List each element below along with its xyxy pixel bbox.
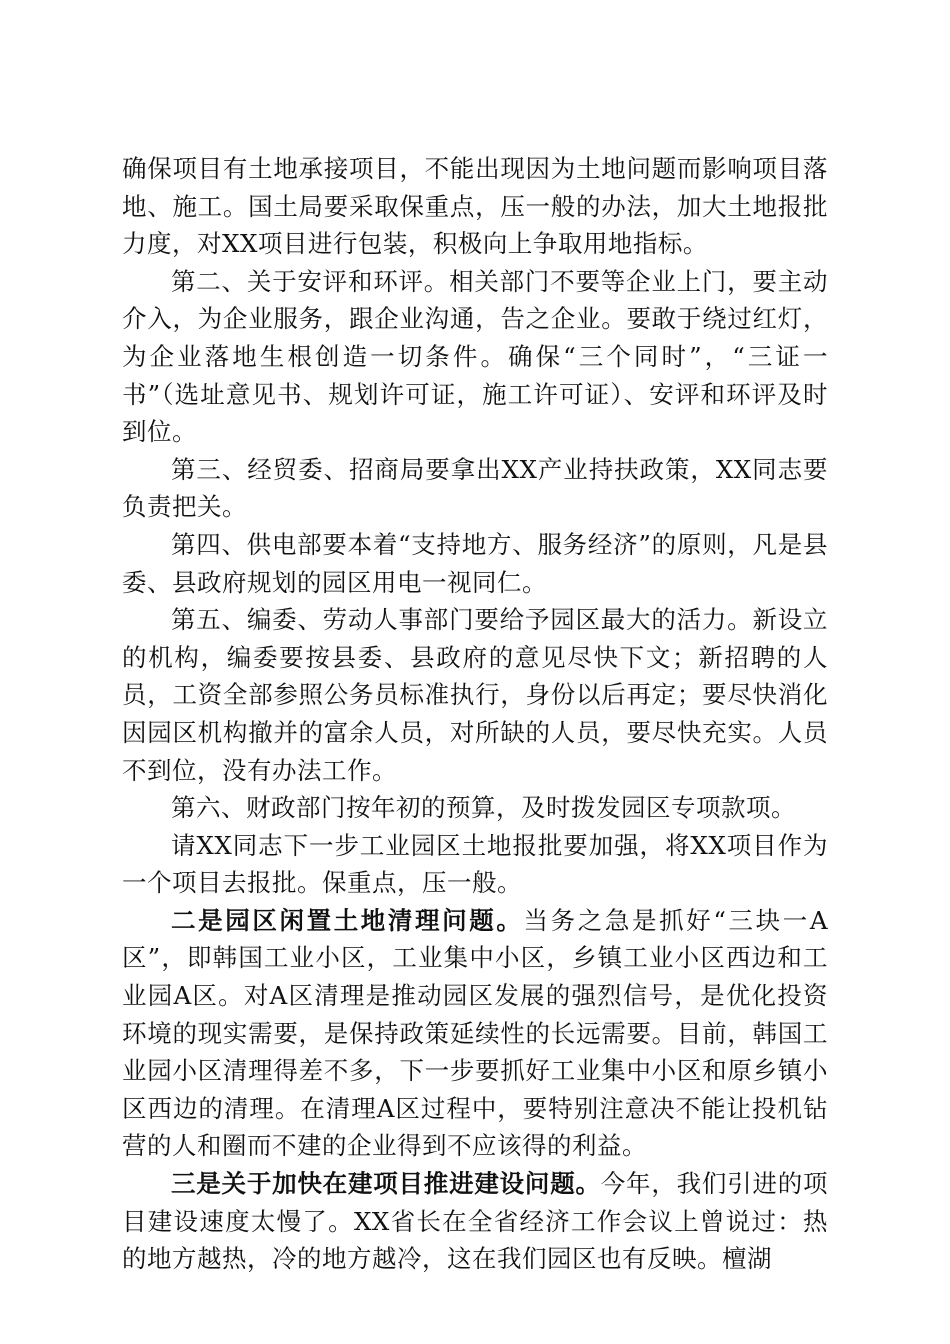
paragraph-power-supply: 第四、供电部要本着“支持地方、服务经济”的原则，凡是县委、县政府规划的园区用电一视同仁。 [122,529,828,597]
paragraph-lead-project-construction: 三是关于加快在建项目推进建设问题。 [171,1169,601,1199]
paragraph-land-report-request: 请XX同志下一步工业园区土地报批要加强，将XX项目作为一个项目去报批。保重点，压一般。 [122,830,828,898]
paragraph-industry-support-policy: 第三、经贸委、招商局要拿出XX产业持扶政策，XX同志要负责把关。 [122,454,828,522]
paragraph-body-idle-land: 当务之急是抓好“三块一A区”，即韩国工业小区，工业集中小区，乡镇工业小区西边和工业园A区。对A区清理是推动园区发展的强烈信号，是优化投资环境的现实需要，是保持政策延续性的长远需要。目前，韩国工业园小区清理得差不多，下一步要抓好工业集中小区和原乡镇小区西边的清理。在清理A区过程中，要特别注意决不能让投机钻营的人和圈而不建的企业得到不应该得的利益。 [122,905,829,1161]
paragraph-idle-land-cleanup [122,902,828,1165]
paragraph-safety-environment-assessment: 第二、关于安评和环评。相关部门不要等企业上门，要主动介入，为企业服务，跟企业沟通，告之企业。要敢于绕过红灯，为企业落地生根创造一切条件。确保“三个同时”，“三证一书”（选址意见书、规划许可证，施工许可证）、安评和环评及时到位。 [122,266,828,447]
paragraph-project-construction [122,1165,828,1278]
paragraph-land-approval: 确保项目有土地承接项目，不能出现因为土地问题而影响项目落地、施工。国土局要采取保重点，压一般的办法，加大土地报批力度，对XX项目进行包装，积极向上争取用地指标。 [122,154,828,259]
document-body [122,150,828,1278]
paragraph-staffing: 第五、编委、劳动人事部门要给予园区最大的活力。新设立的机构，编委要按县委、县政府的意见尽快下文；新招聘的人员，工资全部参照公务员标准执行，身份以后再定；要尽快消化因园区机构撤并的富余人员，对所缺的人员，要尽快充实。人员不到位，没有办法工作。 [122,605,828,785]
paragraph-lead-idle-land: 二是园区闲置土地清理问题。 [171,905,524,935]
paragraph-body-project-construction: 今年，我们引进的项目建设速度太慢了。XX省长在全省经济工作会议上曾说过：热的地方越热，冷的地方越冷，这在我们园区也有反映。檀湖 [122,1169,829,1274]
paragraph-finance: 第六、财政部门按年初的预算，及时拨发园区专项款项。 [171,793,796,823]
